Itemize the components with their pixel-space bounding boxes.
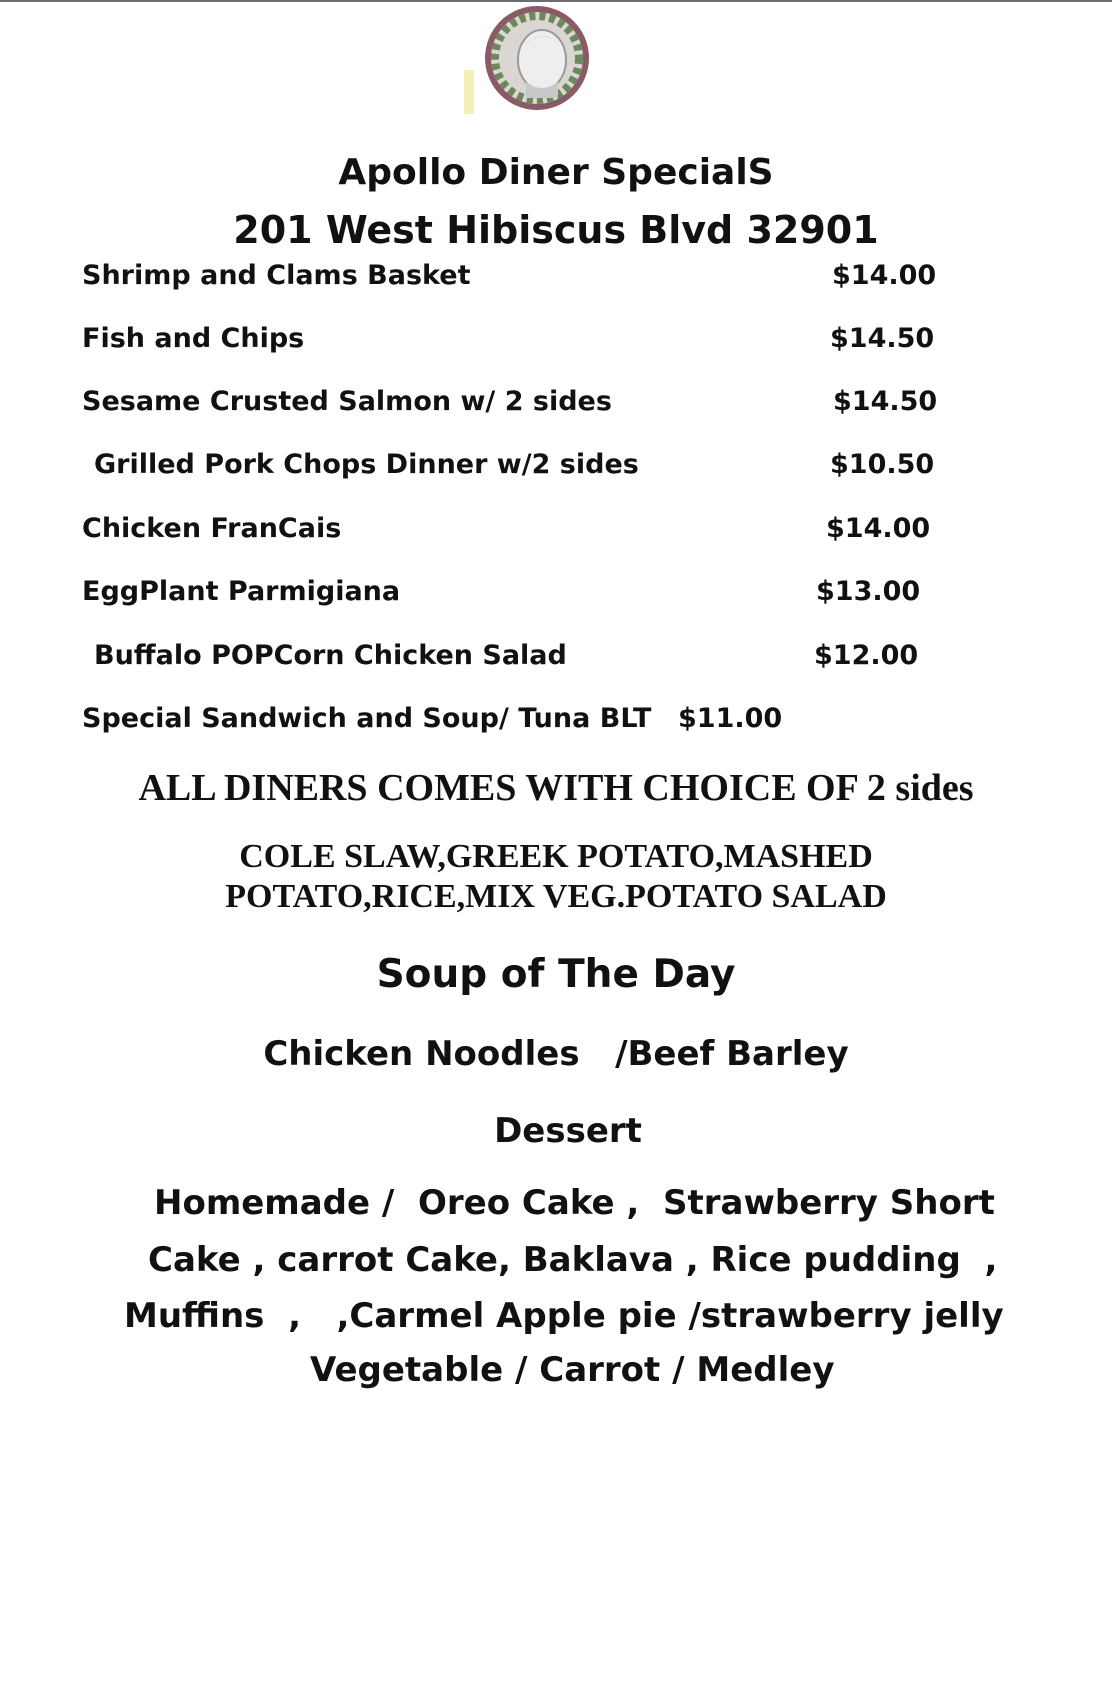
menu-item-price: $14.00 bbox=[826, 513, 931, 544]
menu-item-price: $13.00 bbox=[816, 576, 921, 607]
menu-item-name: Sesame Crusted Salmon w/ 2 sides bbox=[82, 386, 612, 417]
menu-item-name: Grilled Pork Chops Dinner w/2 sides bbox=[94, 449, 639, 480]
sides-list-line-2: POTATO,RICE,MIX VEG.POTATO SALAD bbox=[225, 878, 887, 915]
restaurant-address: 201 West Hibiscus Blvd 32901 bbox=[233, 208, 879, 252]
dessert-heading: Dessert bbox=[494, 1111, 642, 1151]
menu-title: Apollo Diner SpecialS bbox=[338, 152, 774, 193]
dessert-line: Vegetable / Carrot / Medley bbox=[310, 1350, 835, 1390]
menu-item-price: $14.00 bbox=[832, 260, 937, 291]
dessert-line: Cake , carrot Cake, Baklava , Rice pudding , bbox=[148, 1240, 998, 1280]
soup-heading: Soup of The Day bbox=[376, 952, 736, 997]
menu-item-price: $12.00 bbox=[814, 640, 919, 671]
menu-item-price: $11.00 bbox=[678, 703, 783, 734]
menu-item-name: EggPlant Parmigiana bbox=[82, 576, 401, 607]
menu-item-name: Shrimp and Clams Basket bbox=[82, 260, 471, 291]
sides-heading: ALL DINERS COMES WITH CHOICE OF 2 sides bbox=[138, 767, 974, 809]
dessert-line: Muffins , ,Carmel Apple pie /strawberry jelly bbox=[124, 1296, 1004, 1336]
menu-item-price: $14.50 bbox=[833, 386, 938, 417]
soup-items: Chicken Noodles /Beef Barley bbox=[263, 1034, 849, 1074]
menu-item-name: Buffalo POPCorn Chicken Salad bbox=[94, 640, 567, 671]
menu-item-name: Fish and Chips bbox=[82, 323, 305, 354]
sides-list-line-1: COLE SLAW,GREEK POTATO,MASHED bbox=[239, 838, 873, 875]
menu-item-price: $10.50 bbox=[830, 449, 935, 480]
dessert-line: Homemade / Oreo Cake , Strawberry Short bbox=[154, 1183, 995, 1223]
apollo-logo-icon bbox=[462, 2, 598, 114]
menu-item-name: Special Sandwich and Soup/ Tuna BLT bbox=[82, 703, 652, 734]
menu-item-price: $14.50 bbox=[830, 323, 935, 354]
menu-item-name: Chicken FranCais bbox=[82, 513, 342, 544]
